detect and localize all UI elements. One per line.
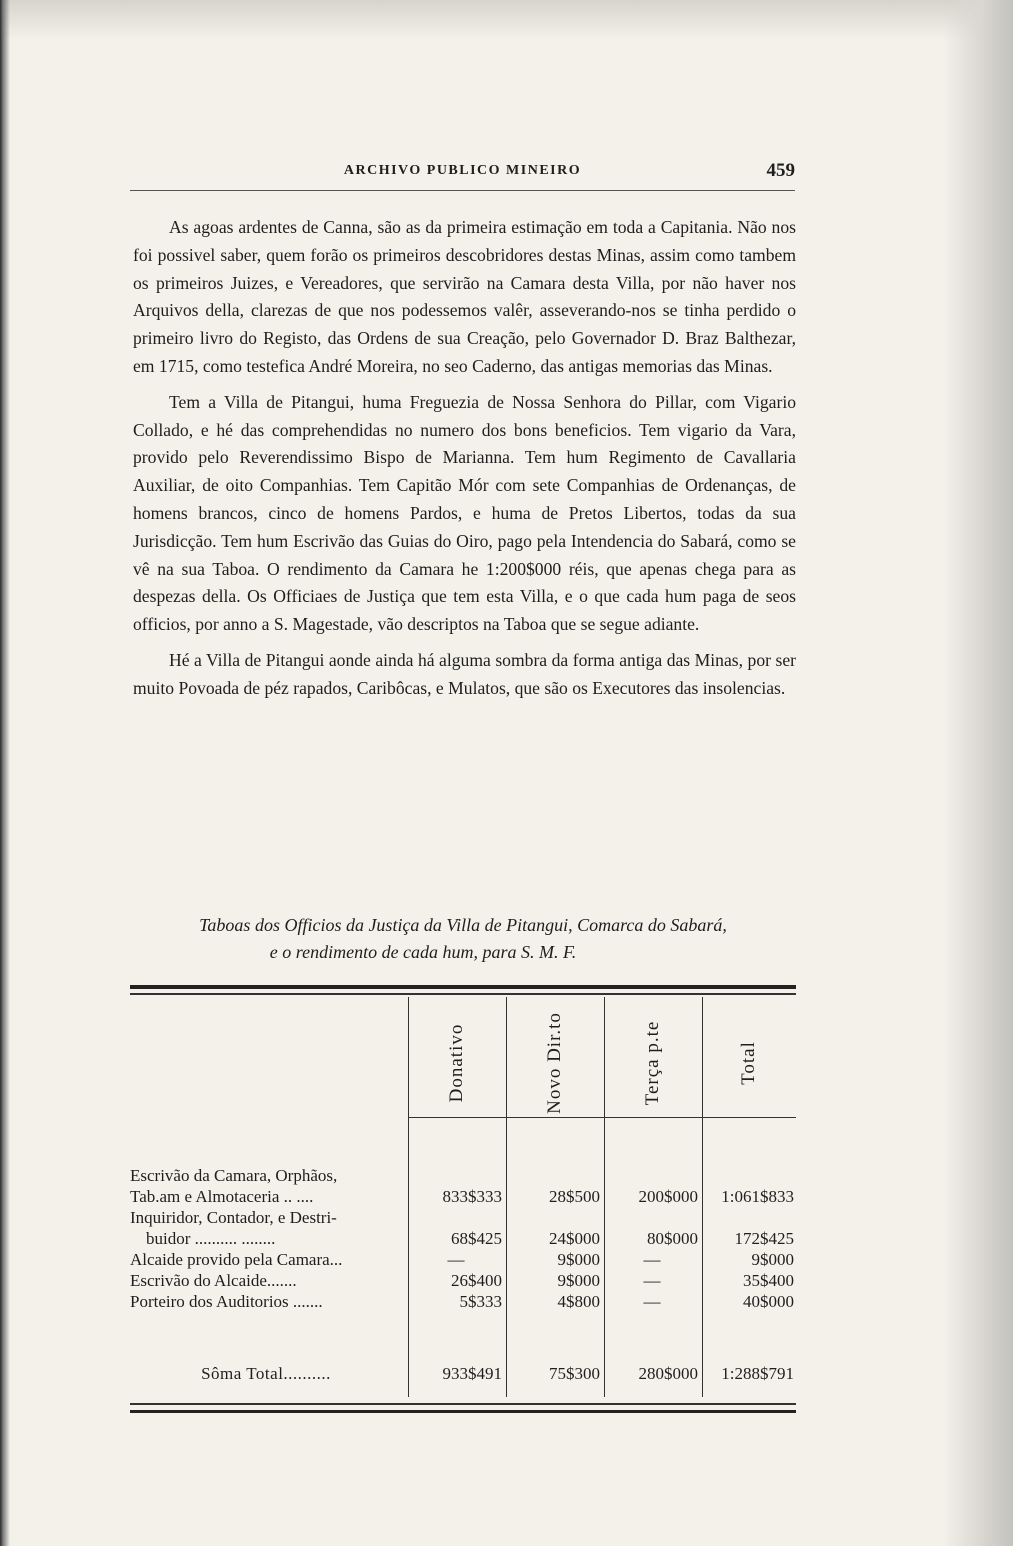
page-number: 459 bbox=[766, 160, 795, 181]
header-rule bbox=[130, 190, 795, 191]
running-title: ARCHIVO PUBLICO MINEIRO bbox=[343, 163, 582, 178]
column-header-novo-dir: Novo Dir.to bbox=[544, 1011, 565, 1114]
paragraph: Tem a Villa de Pitangui, huma Freguezia de Nossa Senhora do Pillar, com Vigario Collado, e hé das comprehendidas no numero dos bons beneficios. Tem vigario da Vara, provido pelo Reverendissimo Bispo de Marianna. Tem hum Regimento de Cavallaria Auxiliar, de oito Companhias. Tem Capitão Mór com sete Companhias de Ordenanças, de homens brancos, cinco de homens Pardos, e huma de Pretos Libertos, todas da sua Jurisdicção. Tem hum Escrivão das Guias do Oiro, pago pela Intendencia do Sabará, como se vê na sua Taboa. O rendimento da Camara he 1:200$000 réis, que apenas chega para as despezas della. Os Officiaes de Justiça que tem esta Villa, e o que cada hum paga de seos officios, por anno a S. Magestade, vão descriptos na Taboa que se segue adiante. bbox=[133, 391, 796, 635]
cell-total: 172$425 bbox=[734, 1229, 794, 1248]
scan-edge-right bbox=[943, 0, 1013, 1546]
column-divider bbox=[506, 997, 507, 1397]
column-header-total: Total bbox=[738, 1040, 759, 1085]
table-rule bbox=[130, 985, 796, 989]
total-total: 1:288$791 bbox=[721, 1364, 794, 1383]
cell-terca: — bbox=[643, 1271, 661, 1290]
caption-line: e o rendimento de cada hum, para S. M. F. bbox=[269, 942, 577, 962]
cell-total: 9$000 bbox=[751, 1250, 794, 1269]
table-caption bbox=[118, 912, 808, 966]
total-donativo: 933$491 bbox=[442, 1364, 502, 1383]
cell-terca: 80$000 bbox=[647, 1229, 698, 1248]
table-rule bbox=[130, 993, 796, 995]
cell-donativo: 26$400 bbox=[451, 1271, 502, 1290]
table-rule bbox=[130, 1403, 796, 1405]
cell-total: 35$400 bbox=[743, 1271, 794, 1290]
column-divider bbox=[604, 997, 605, 1397]
cell-total: 40$000 bbox=[743, 1292, 794, 1311]
cell-novo: 9$000 bbox=[557, 1250, 600, 1269]
cell-novo: 24$000 bbox=[549, 1229, 600, 1248]
cell-total: 1:061$833 bbox=[721, 1187, 794, 1206]
total-terca: 280$000 bbox=[638, 1364, 698, 1383]
paragraph: As agoas ardentes de Canna, são as da primeira estimação em toda a Capitania. Não nos foi possivel saber, quem forão os primeiros descobridores destas Minas, assim como tambem os primeiros Juizes, e Vereadores, que servirão na Camara desta Villa, por não haver nos Arquivos della, clarezas de que nos podessemos valêr, asseverando-nos se tinha perdido o primeiro livro do Registo, das Ordens de sua Creação, pelo Governador D. Braz Balthezar, em 1715, como testefica André Moreira, no seo Caderno, das antigas memorias das Minas. bbox=[133, 217, 796, 376]
cell-terca: — bbox=[643, 1250, 661, 1269]
column-divider bbox=[408, 997, 409, 1397]
running-head bbox=[130, 160, 795, 190]
scan-edge-left bbox=[0, 0, 10, 1546]
table-rule bbox=[130, 1410, 796, 1413]
row-label: Escrivão do Alcaide....... bbox=[130, 1271, 297, 1290]
offices-table bbox=[130, 985, 796, 1415]
cell-novo: 4$800 bbox=[557, 1292, 600, 1311]
cell-donativo: 5$333 bbox=[459, 1292, 502, 1311]
column-header-donativo: Donativo bbox=[446, 1023, 467, 1102]
total-novo: 75$300 bbox=[549, 1364, 600, 1383]
body-text bbox=[133, 214, 796, 703]
row-label: Porteiro dos Auditorios ....... bbox=[130, 1292, 323, 1311]
cell-novo: 28$500 bbox=[549, 1187, 600, 1206]
cell-novo: 9$000 bbox=[557, 1271, 600, 1290]
row-label: Alcaide provido pela Camara... bbox=[130, 1250, 343, 1269]
cell-donativo: 833$333 bbox=[442, 1187, 502, 1206]
column-header-terca: Terça p.te bbox=[642, 1020, 663, 1105]
row-label: Escrivão da Camara, Orphãos, Tab.am e Almotaceria .. .... bbox=[130, 1166, 338, 1206]
cell-terca: — bbox=[643, 1292, 661, 1311]
cell-donativo: 68$425 bbox=[451, 1229, 502, 1248]
total-label: Sôma Total.......... bbox=[201, 1364, 331, 1383]
caption-line: Taboas dos Officios da Justiça da Villa de Pitangui, Comarca do Sabará, bbox=[199, 915, 727, 935]
cell-donativo: — bbox=[447, 1250, 465, 1269]
paragraph: Hé a Villa de Pitangui aonde ainda há alguma sombra da forma antiga das Minas, por ser muito Povoada de péz rapados, Caribôcas, e Mulatos, que são os Executores das insolencias. bbox=[133, 649, 796, 698]
cell-terca: 200$000 bbox=[638, 1187, 698, 1206]
row-label: Inquiridor, Contador, e Destri- buidor .......... ........ bbox=[130, 1208, 337, 1248]
scan-edge-top bbox=[0, 0, 1013, 40]
column-divider bbox=[702, 997, 703, 1397]
